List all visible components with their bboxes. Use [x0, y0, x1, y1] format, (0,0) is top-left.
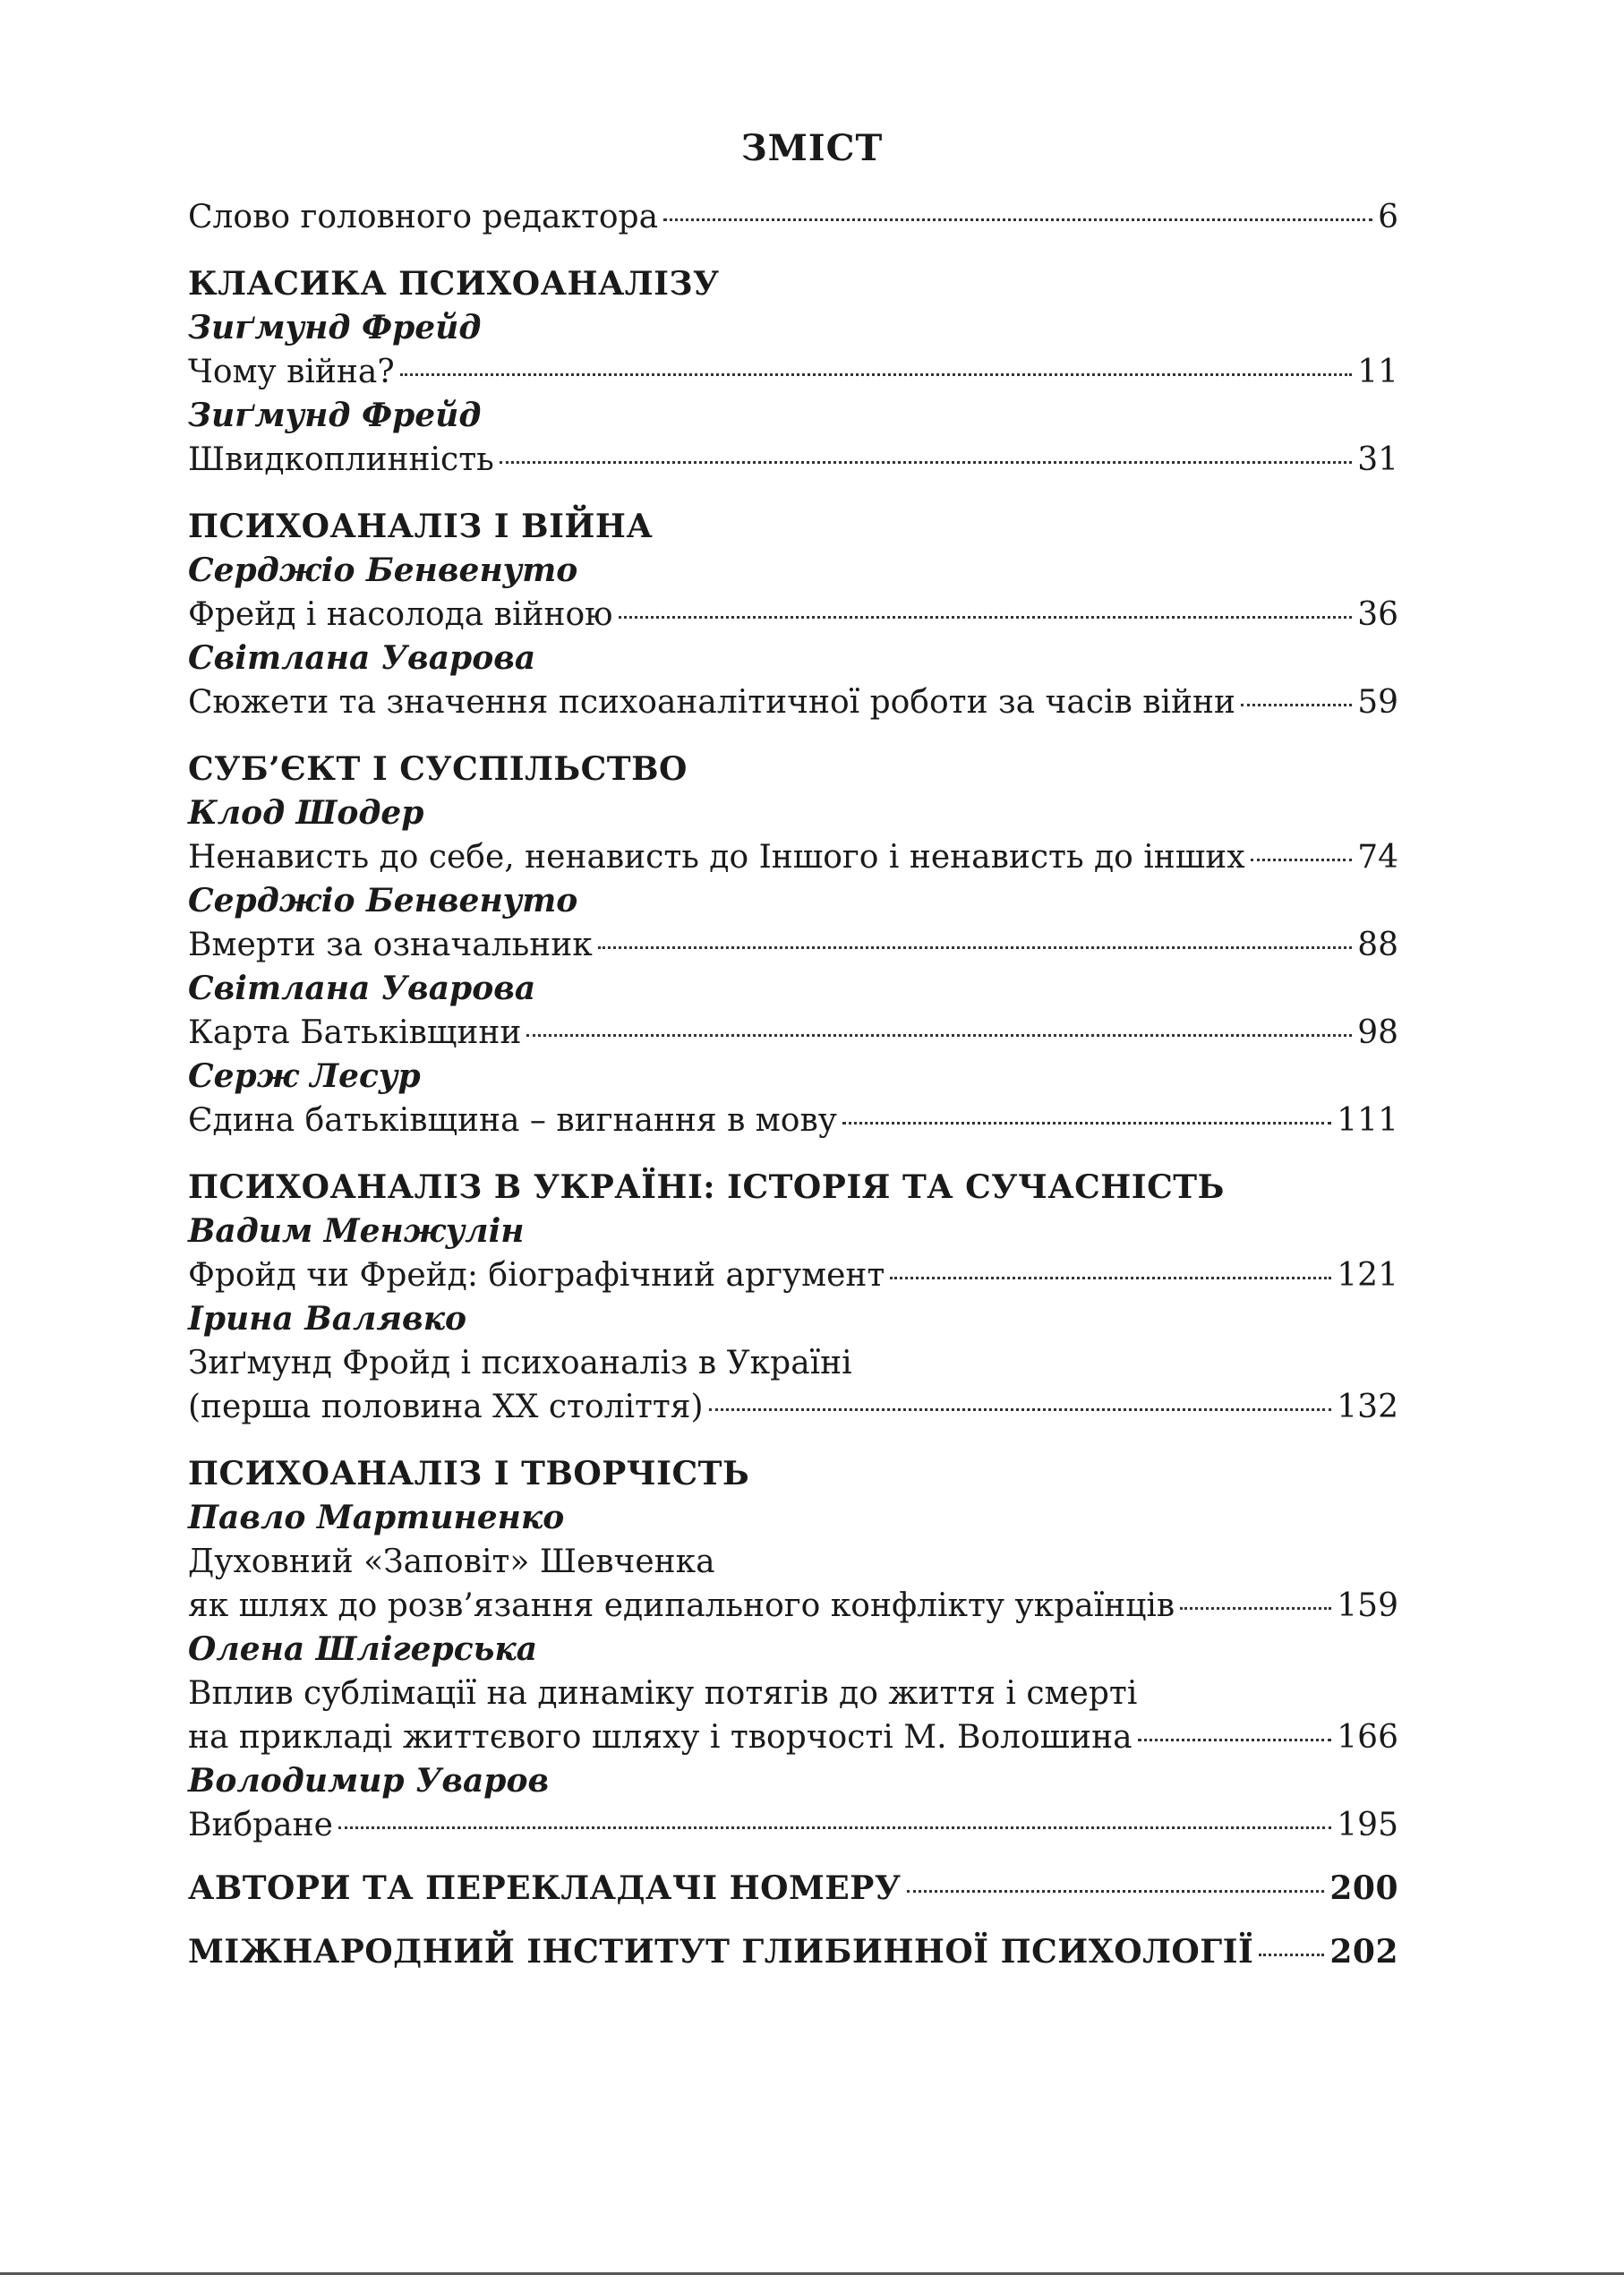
entry-page: 11: [1357, 354, 1398, 390]
entry-page: 166: [1337, 1719, 1398, 1756]
toc-entry: [188, 1715, 1398, 1759]
dot-leader: [500, 461, 1352, 464]
dot-leader: [526, 1034, 1352, 1037]
toc-entry-authors: [188, 1867, 1398, 1911]
toc-entry: [188, 1584, 1398, 1628]
entry-title: Швидкоплинність: [188, 441, 494, 478]
dot-leader: [1180, 1607, 1331, 1610]
dot-leader: [338, 1826, 1331, 1829]
bottom-rule: [0, 2272, 1624, 2275]
toc-entry: [188, 923, 1398, 967]
entry-page: 195: [1337, 1807, 1398, 1843]
dot-leader: [1259, 1954, 1324, 1956]
section-heading: СУБ’ЄКТ І СУСПІЛЬСТВО: [188, 750, 688, 788]
entry-page: 74: [1357, 839, 1398, 876]
entry-title: Ненависть до себе, ненависть до Іншого і ненависть до інших: [188, 839, 1245, 876]
entry-title-line: Зиґмунд Фройд і психоаналіз в Україні: [188, 1345, 852, 1381]
dot-leader: [1241, 704, 1352, 706]
entry-page: 132: [1337, 1389, 1398, 1425]
entry-title: АВТОРИ ТА ПЕРЕКЛАДАЧІ НОМЕРУ: [188, 1869, 902, 1907]
entry-page: 59: [1357, 684, 1398, 721]
entry-title: Фрейд і насолода війною: [188, 596, 613, 633]
entry-title: Вмерти за означальник: [188, 927, 593, 963]
toc-entry: [188, 350, 1398, 394]
author-name: Клод Шодер: [188, 794, 424, 832]
toc-entry: [188, 438, 1398, 482]
entry-title: МІЖНАРОДНИЙ ІНСТИТУТ ГЛИБИННОЇ ПСИХОЛОГІЇ: [188, 1933, 1254, 1971]
author-name: Серджіо Бенвенуто: [188, 552, 578, 589]
entry-title: (перша половина ХХ століття): [188, 1389, 704, 1425]
dot-leader: [842, 1122, 1331, 1125]
entry-page: 159: [1337, 1587, 1398, 1624]
author-name: Ірина Валявко: [188, 1300, 467, 1338]
author-name: Олена Шлігерська: [188, 1630, 538, 1668]
dot-leader: [1251, 859, 1353, 861]
entry-title: Чому війна?: [188, 354, 395, 390]
toc-entry: [188, 1803, 1398, 1847]
toc-entry: [188, 1011, 1398, 1055]
toc-entry: [188, 1385, 1398, 1429]
entry-title: Єдина батьківщина – вигнання в мову: [188, 1102, 837, 1139]
entry-title: Вибране: [188, 1807, 333, 1843]
section-heading: ПСИХОАНАЛІЗ І ВІЙНА: [188, 508, 654, 545]
entry-title: як шлях до розв’язання едипального конфлікту українців: [188, 1587, 1175, 1624]
toc-entry-editor-word: [188, 195, 1398, 239]
entry-page: 6: [1378, 199, 1398, 235]
section-heading: ПСИХОАНАЛІЗ В УКРАЇНІ: ІСТОРІЯ ТА СУЧАСНІСТЬ: [188, 1168, 1225, 1206]
toc-entry: [188, 593, 1398, 637]
section-heading: ПСИХОАНАЛІЗ І ТВОРЧІСТЬ: [188, 1455, 750, 1492]
dot-leader: [619, 616, 1353, 619]
dot-leader: [709, 1408, 1332, 1411]
toc-entry: [188, 835, 1398, 879]
author-name: Вадим Менжулін: [188, 1212, 525, 1250]
author-name: Володимир Уваров: [188, 1762, 550, 1800]
toc-entry-institute: [188, 1930, 1398, 1974]
entry-title: Сюжети та значення психоаналітичної роботи за часів війни: [188, 684, 1235, 721]
entry-page: 111: [1337, 1102, 1398, 1139]
table-of-contents: [188, 195, 1398, 1974]
entry-page: 121: [1337, 1257, 1398, 1294]
dot-leader: [400, 373, 1353, 376]
entry-title: на прикладі життєвого шляху і творчості М. Волошина: [188, 1719, 1133, 1756]
toc-entry: [188, 1253, 1398, 1297]
entry-page: 31: [1357, 441, 1398, 478]
entry-title-line: Вплив сублімації на динаміку потягів до життя і смерті: [188, 1675, 1138, 1712]
author-name: Серж Лесур: [188, 1057, 421, 1095]
dot-leader: [598, 946, 1353, 949]
author-name: Світлана Уварова: [188, 970, 536, 1007]
author-name: Зиґмунд Фрейд: [188, 397, 482, 434]
author-name: Зиґмунд Фрейд: [188, 309, 482, 346]
entry-title: Фройд чи Фрейд: біографічний аргумент: [188, 1257, 885, 1294]
toc-entry: [188, 1099, 1398, 1142]
dot-leader: [890, 1277, 1331, 1279]
entry-title: Слово головного редактора: [188, 199, 659, 235]
entry-page: 88: [1357, 927, 1398, 963]
entry-title: Карта Батьківщини: [188, 1014, 522, 1051]
entry-page: 200: [1329, 1869, 1398, 1907]
dot-leader: [907, 1890, 1325, 1893]
author-name: Світлана Уварова: [188, 639, 536, 677]
dot-leader: [663, 218, 1372, 221]
entry-page: 36: [1357, 596, 1398, 633]
toc-entry: [188, 680, 1398, 724]
author-name: Павло Мартиненко: [188, 1499, 565, 1536]
entry-page: 98: [1357, 1014, 1398, 1051]
page-title: ЗМІСТ: [740, 127, 884, 169]
section-heading: КЛАСИКА ПСИХОАНАЛІЗУ: [188, 265, 720, 303]
entry-title-line: Духовний «Заповіт» Шевченка: [188, 1544, 715, 1580]
author-name: Серджіо Бенвенуто: [188, 882, 578, 919]
dot-leader: [1138, 1739, 1332, 1741]
entry-page: 202: [1329, 1933, 1398, 1971]
